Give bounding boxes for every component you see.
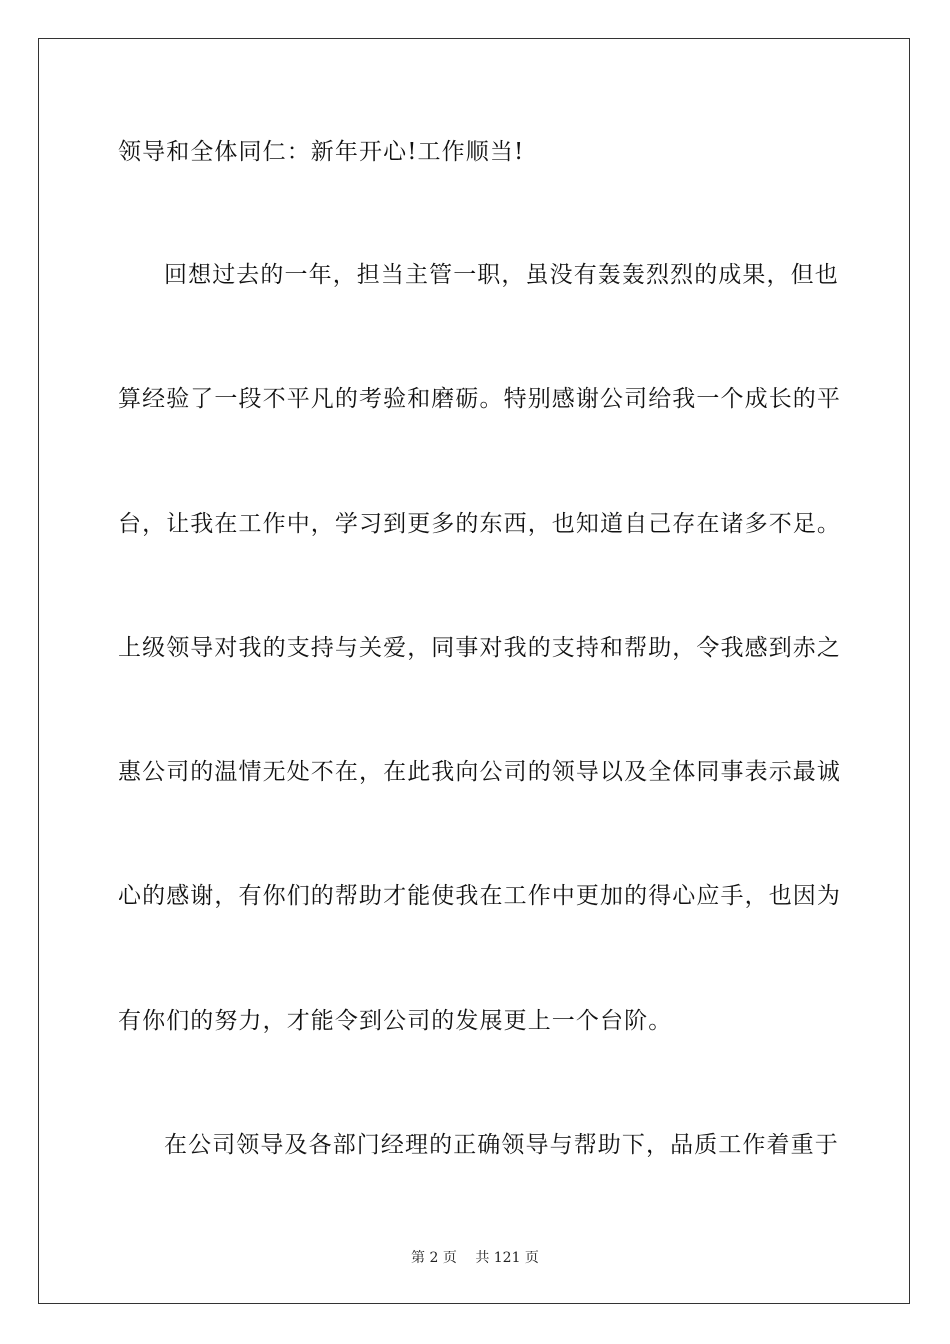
text-line-2: 回想过去的一年，担当主管一职，虽没有轰轰烈烈的成果，但也 [164, 262, 839, 288]
text-line-1: 领导和全体同仁：新年开心!工作顺当! [118, 139, 525, 165]
page-footer [0, 1249, 950, 1267]
page-total: 共 121 页 [475, 1250, 539, 1266]
text-line-6: 惠公司的温情无处不在，在此我向公司的领导以及全体同事表示最诚 [118, 759, 841, 785]
text-line-8: 有你们的努力，才能令到公司的发展更上一个台阶。 [118, 1008, 673, 1034]
text-line-4: 台，让我在工作中，学习到更多的东西，也知道自己存在诸多不足。 [118, 511, 841, 537]
page-number: 第 2 页 [411, 1250, 457, 1266]
page-border [38, 38, 910, 1304]
text-line-5: 上级领导对我的支持与关爱，同事对我的支持和帮助，令我感到赤之 [118, 635, 841, 661]
text-line-9: 在公司领导及各部门经理的正确领导与帮助下，品质工作着重于 [164, 1132, 839, 1158]
text-line-3: 算经验了一段不平凡的考验和磨砺。特别感谢公司给我一个成长的平 [118, 386, 841, 412]
text-line-7: 心的感谢，有你们的帮助才能使我在工作中更加的得心应手，也因为 [118, 883, 841, 909]
